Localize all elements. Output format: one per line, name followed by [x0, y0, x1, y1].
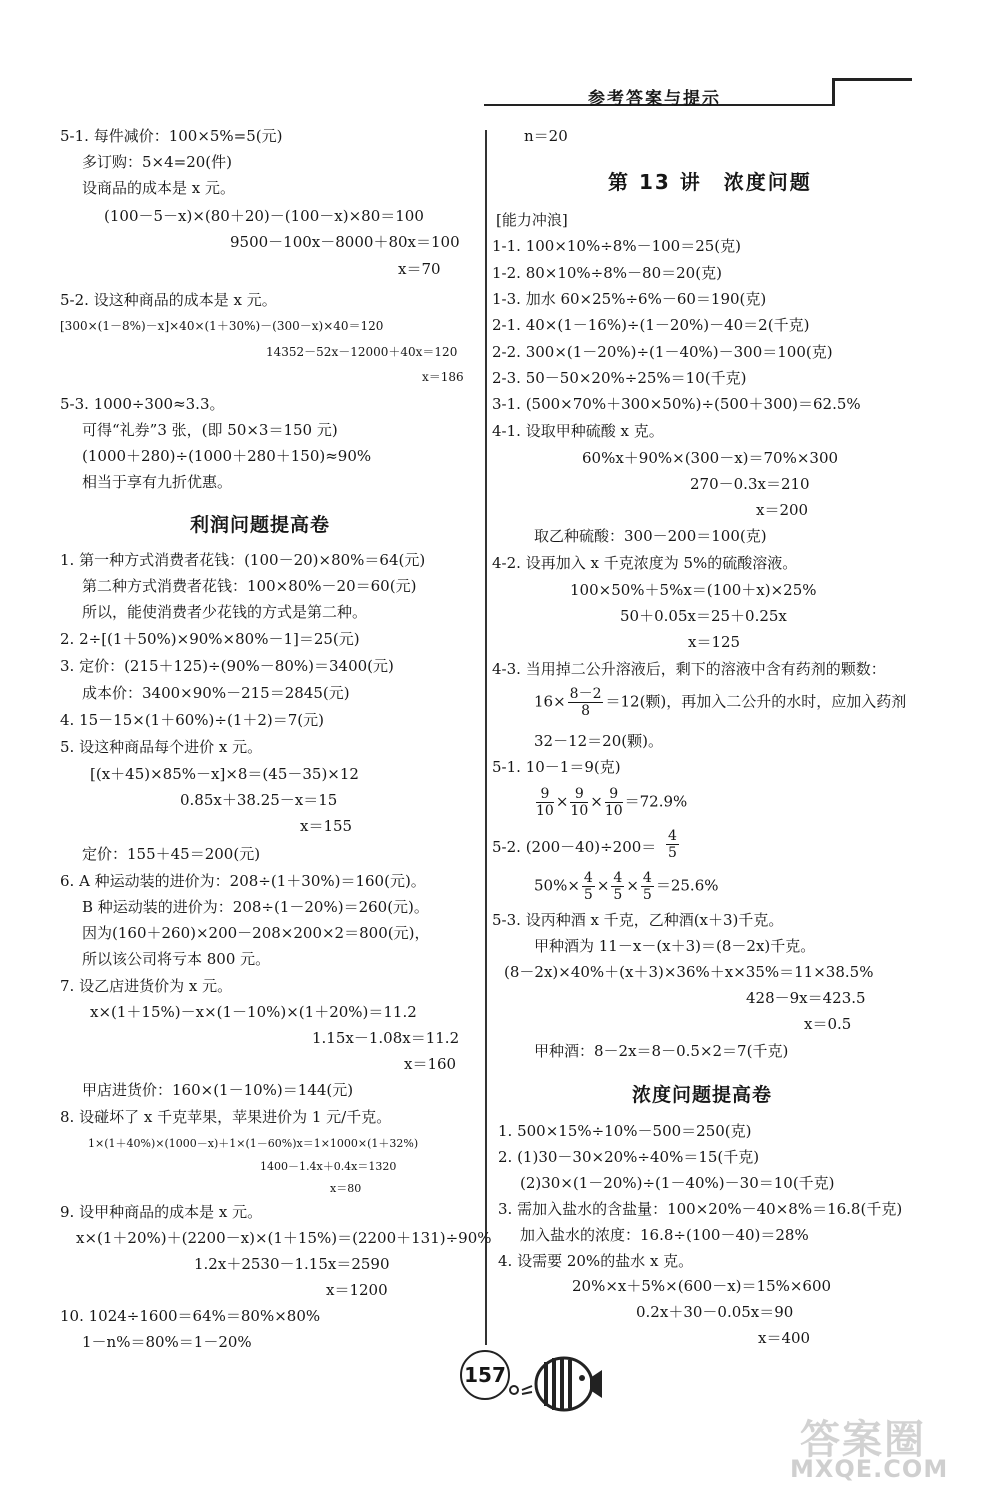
answer-line: 2-1. 40×(1－16%)÷(1－20%)－40＝2(千克) — [492, 316, 810, 334]
answer-line: 4. 设需要 20%的盐水 x 克。 — [498, 1252, 694, 1270]
answer-line: 3. 需加入盐水的含盐量：100×20%－40×8%＝16.8(千克) — [498, 1200, 903, 1218]
answer-line: 0.2x＋30－0.05x＝90 — [636, 1303, 794, 1321]
section-title-profit: 利润问题提高卷 — [190, 514, 331, 536]
column-divider — [485, 130, 487, 1345]
answer-line-fraction: 16× $\frac{8-2}{8}$ ＝12(颗)，再加入二公升的水时，应加入药剂 — [534, 686, 907, 719]
answer-line: 3-1. (500×70%＋300×50%)÷(500＋300)＝62.5% — [492, 395, 861, 413]
answer-line: x＝200 — [756, 501, 809, 519]
answer-line: 甲种酒为 11－x－(x＋3)＝(8－2x)千克。 — [534, 937, 816, 955]
answer-line: x＝125 — [688, 633, 741, 651]
answer-line: 100×50%＋5%x＝(100＋x)×25% — [570, 581, 817, 599]
answer-line: 32－12＝20(颗)。 — [534, 732, 663, 750]
answer-line: 6. A 种运动装的进价为：208÷(1＋30%)＝160(元)。 — [60, 872, 426, 890]
answer-line: (2)30×(1－20%)÷(1－40%)－30＝10(千克) — [520, 1174, 835, 1192]
answer-line: 甲店进货价：160×(1－10%)＝144(元) — [82, 1081, 354, 1099]
answer-line: 1×(1＋40%)×(1000－x)＋1×(1－60%)x＝1×1000×(1＋32%) — [88, 1137, 419, 1150]
page-number: 157 — [460, 1350, 510, 1400]
answer-line: 1.2x＋2530－1.15x＝2590 — [194, 1255, 390, 1273]
answer-line: 5-3. 1000÷300≈3.3。 — [60, 395, 225, 413]
answer-line: 1400－1.4x＋0.4x＝1320 — [260, 1160, 397, 1173]
answer-line: 2. 2÷[(1＋50%)×90%×80%－1]＝25(元) — [60, 630, 360, 648]
answer-line-fraction: $\frac{9}{10}$ × $\frac{9}{10}$ × $\frac{9}{10}$ ＝72.9% — [536, 786, 688, 819]
answer-line: (1000＋280)÷(1000＋280＋150)≈90% — [82, 447, 372, 465]
answer-line: 1-1. 100×10%÷8%－100＝25(克) — [492, 237, 742, 255]
answer-line-fraction: $\frac{4}{5}$ — [668, 828, 677, 861]
answer-line: 2-2. 300×(1－20%)÷(1－40%)－300＝100(克) — [492, 343, 833, 361]
answer-line: 甲种酒：8－2x＝8－0.5×2＝7(千克) — [534, 1042, 789, 1060]
answer-line: x＝0.5 — [804, 1015, 852, 1033]
answer-line: 第二种方式消费者花钱：100×80%－20＝60(元) — [82, 577, 417, 595]
answer-line: 1. 第一种方式消费者花钱：(100－20)×80%＝64(元) — [60, 551, 426, 569]
answer-line: 1.15x－1.08x＝11.2 — [312, 1029, 460, 1047]
answer-line: 10. 1024÷1600＝64%＝80%×80% — [60, 1307, 321, 1325]
answer-line: 4. 15－15×(1＋60%)÷(1＋2)＝7(元) — [60, 711, 325, 729]
answer-line: x＝1200 — [326, 1281, 388, 1299]
answer-line: 1-3. 加水 60×25%÷6%－60＝190(克) — [492, 290, 767, 308]
answer-line: [(x＋45)×85%－x]×8＝(45－35)×12 — [90, 765, 359, 783]
answer-line: 因为(160＋260)×200－208×200×2＝800(元)， — [82, 924, 430, 942]
lecture-title: 第 13 讲 浓度问题 — [608, 170, 812, 194]
answer-line: 14352－52x－12000＋40x＝120 — [266, 345, 458, 359]
answer-line: 所以该公司将亏本 800 元。 — [82, 950, 271, 968]
answer-line: 4-2. 设再加入 x 千克浓度为 5%的硫酸溶液。 — [492, 554, 798, 572]
header-bracket-top — [832, 78, 912, 81]
answer-line: 8. 设碰坏了 x 千克苹果，苹果进价为 1 元/千克。 — [60, 1108, 392, 1126]
answer-line: 270－0.3x＝210 — [690, 475, 810, 493]
answer-line: x＝80 — [330, 1182, 362, 1195]
answer-line: 设商品的成本是 x 元。 — [82, 179, 235, 197]
answer-line: 428－9x＝423.5 — [746, 989, 866, 1007]
answer-line: [300×(1－8%)－x]×40×(1＋30%)－(300－x)×40＝120 — [60, 319, 384, 333]
answer-line: x＝155 — [300, 817, 353, 835]
answer-line: x×(1＋15%)－x×(1－10%)×(1＋20%)＝11.2 — [90, 1003, 417, 1021]
answer-line: 7. 设乙店进货价为 x 元。 — [60, 977, 233, 995]
answer-line: 1－n%＝80%＝1－20% — [82, 1333, 252, 1351]
answer-line: 4-1. 设取甲种硫酸 x 克。 — [492, 422, 664, 440]
answer-line: 9. 设甲种商品的成本是 x 元。 — [60, 1203, 263, 1221]
answer-line: 20%×x＋5%×(600－x)＝15%×600 — [572, 1277, 832, 1295]
answer-line: 4-3. 当用掉二公升溶液后，剩下的溶液中含有药剂的颗数： — [492, 660, 886, 678]
answer-line: n＝20 — [524, 127, 568, 145]
header-bracket — [832, 78, 835, 106]
answer-line: 9500－100x－8000＋80x＝100 — [230, 233, 460, 251]
answer-line: 可得“礼券”3 张，(即 50×3＝150 元) — [82, 421, 338, 439]
watermark: 答案圈 — [800, 1417, 926, 1463]
answer-line: x＝186 — [422, 370, 464, 384]
answer-line: x×(1＋20%)＋(2200－x)×(1＋15%)＝(2200＋131)÷90% — [76, 1229, 492, 1247]
answer-line: 所以，能使消费者少花钱的方式是第二种。 — [82, 603, 368, 621]
answer-line: x＝160 — [404, 1055, 457, 1073]
answer-line: 3. 定价：(215＋125)÷(90%－80%)＝3400(元) — [60, 657, 394, 675]
answer-line: x＝400 — [758, 1329, 811, 1347]
answer-line: (100－5－x)×(80＋20)－(100－x)×80＝100 — [104, 207, 424, 225]
section-title-concentration: 浓度问题提高卷 — [632, 1084, 773, 1106]
answer-line: 取乙种硫酸：300－200＝100(克) — [534, 527, 767, 545]
header-title: 参考答案与提示 — [588, 89, 721, 109]
answer-line: (8－2x)×40%＋(x＋3)×36%＋x×35%＝11×38.5% — [504, 963, 874, 981]
answer-line: 相当于享有九折优惠。 — [82, 473, 233, 491]
answer-line-fraction: 50%× $\frac{4}{5}$ × $\frac{4}{5}$ × $\frac{4}{5}$ ＝25.6% — [534, 870, 719, 903]
watermark-url: MXQE.COM — [790, 1455, 949, 1483]
answer-line: 60%x＋90%×(300－x)＝70%×300 — [582, 449, 839, 467]
answer-line: x＝70 — [398, 260, 441, 278]
answer-line: 5. 设这种商品每个进价 x 元。 — [60, 738, 263, 756]
answer-line: 定价：155＋45＝200(元) — [82, 845, 261, 863]
answer-line: 加入盐水的浓度：16.8÷(100－40)＝28% — [520, 1226, 809, 1244]
answer-line: 5-3. 设丙种酒 x 千克，乙种酒(x＋3)千克。 — [492, 911, 784, 929]
answer-line: 5-2. 设这种商品的成本是 x 元。 — [60, 291, 277, 309]
answer-line: 0.85x＋38.25－x＝15 — [180, 791, 338, 809]
answer-line: 5-2. (200－40)÷200＝ — [492, 838, 657, 856]
answer-line: 1. 500×15%÷10%－500＝250(克) — [498, 1122, 752, 1140]
answer-line: [能力冲浪] — [496, 211, 568, 229]
answer-line: 2. (1)30－30×20%÷40%＝15(千克) — [498, 1148, 760, 1166]
answer-line: B 种运动装的进价为：208÷(1－20%)＝260(元)。 — [82, 898, 429, 916]
answer-line: 2-3. 50－50×20%÷25%＝10(千克) — [492, 369, 747, 387]
answer-line: 50＋0.05x＝25＋0.25x — [620, 607, 787, 625]
answer-line: 5-1. 每件减价：100×5%=5(元) — [60, 127, 283, 145]
answer-line: 多订购：5×4=20(件) — [82, 153, 233, 171]
answer-line: 5-1. 10－1＝9(克) — [492, 758, 621, 776]
answer-line: 成本价：3400×90%－215＝2845(元) — [82, 684, 350, 702]
fish-icon — [506, 1348, 606, 1418]
answer-line: 1-2. 80×10%÷8%－80＝20(克) — [492, 264, 722, 282]
